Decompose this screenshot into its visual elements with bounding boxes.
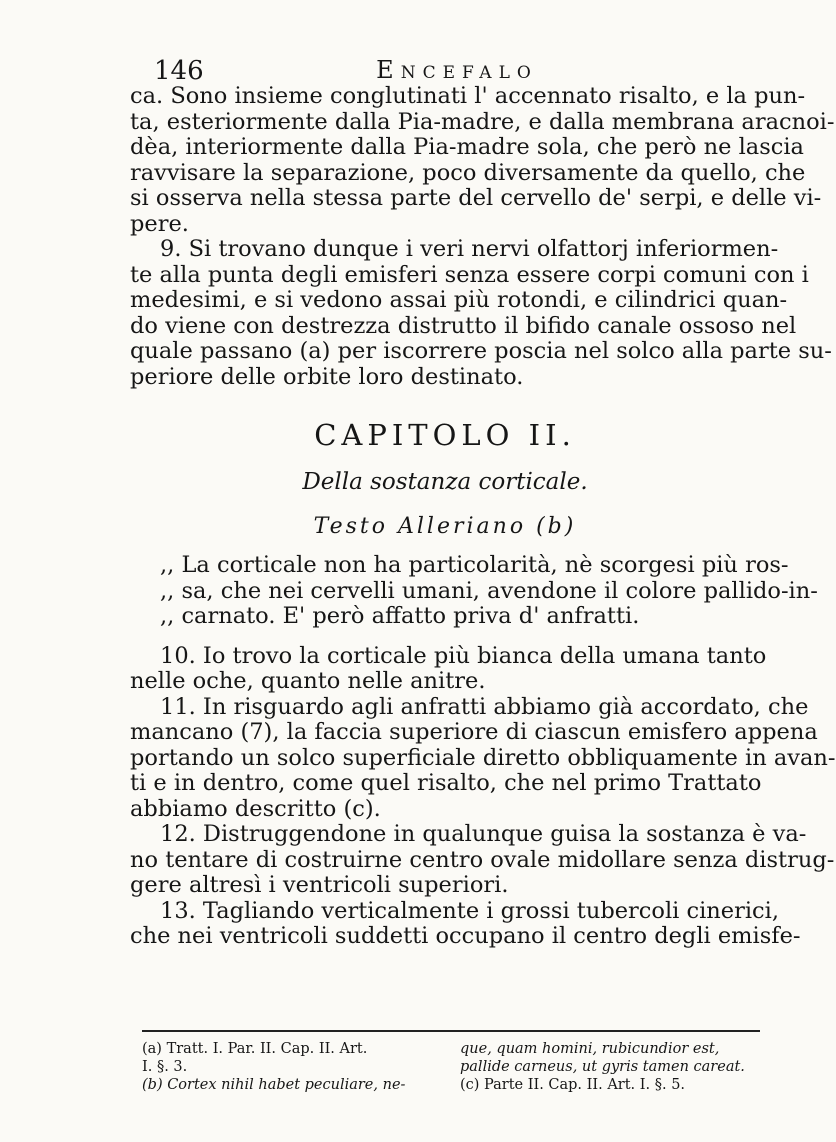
text-line: 11. In risguardo agli anfratti abbiamo già accordato, che [160,693,809,720]
main-text [130,83,836,950]
text-line: ta, esteriormente dalla Pia-madre, e dalla membrana aracnoi- [130,108,835,135]
footnote-line: (c) Parte II. Cap. II. Art. I. §. 5. [460,1077,686,1093]
footnote-line: que, quam homini, rubicundior est, [460,1041,720,1057]
text-line: 12. Distruggendone in qualunque guisa la sostanza è va- [160,821,807,847]
text-line: ravvisare la separazione, poco diversamente da quello, che [130,159,806,186]
text-line: do viene con destrezza distrutto il bifido canale ossoso nel [130,312,797,339]
section-heading: Testo Alleriano (b) [313,514,577,539]
text-line: 9. Si trovano dunque i veri nervi olfattorj inferiormen- [160,236,779,262]
page-number: 146 [154,56,204,86]
text-line: gere altresì i ventricoli superiori. [130,872,509,898]
footnote-rule [142,1030,760,1032]
text-line: periore delle orbite loro destinato. [130,363,524,390]
footnote-line: pallide carneus, ut gyris tamen careat. [460,1059,745,1075]
text-line: te alla punta degli emisferi senza essere corpi comuni con i [130,261,809,288]
paragraph-gap [130,630,760,644]
footnote-column-left [142,1040,437,1094]
text-line: 13. Tagliando verticalmente i grossi tubercoli cinerici, [160,897,779,924]
text-line: che nei ventricoli suddetti occupano il centro degli emisfe- [130,923,801,949]
footnote-column-right [460,1040,760,1094]
footnote-line: (a) Tratt. I. Par. II. Cap. II. Art. [142,1041,368,1057]
footnote-line: I. §. 3. [142,1059,188,1075]
text-line: dèa, interiormente dalla Pia-madre sola, che però ne lascia [130,134,804,160]
footnote-line: (b) Cortex nihil habet peculiare, ne- [142,1077,406,1093]
text-line: portando un solco superficiale diretto obbliquamente in avan- [130,744,836,771]
text-line: ti e in dentro, come quel risalto, che nel primo Trattato [130,770,762,796]
text-line: si osserva nella stessa parte del cervello de' serpi, e delle vi- [130,185,822,211]
chapter-title: CAPITOLO II. [314,418,576,452]
text-line: nelle oche, quanto nelle anitre. [130,668,486,694]
running-title: Encefalo [376,56,538,84]
text-line: mancano (7), la faccia superiore di ciascun emisfero appena [130,719,818,745]
text-line: 10. Io trovo la corticale più bianca della umana tanto [160,642,767,669]
text-line: quale passano (a) per iscorrere poscia nel solco alla parte su- [130,338,832,364]
text-line: ca. Sono insieme conglutinati l' accennato risalto, e la pun- [130,83,806,109]
text-line: abbiamo descritto (c). [130,795,381,822]
quote-line: ,, carnato. E' però affatto priva d' anfratti. [160,603,640,629]
text-line: medesimi, e si vedono assai più rotondi, e cilindrici quan- [130,287,788,313]
chapter-subtitle: Della sostanza corticale. [302,469,588,495]
text-line: no tentare di costruirne centro ovale midollare senza distrug- [130,846,835,873]
quote-line: ,, sa, che nei cervelli umani, avendone il colore pallido-in- [160,577,818,604]
text-line: pere. [130,210,189,237]
quote-line: ,, La corticale non ha particolarità, nè scorgesi più ros- [160,552,789,578]
